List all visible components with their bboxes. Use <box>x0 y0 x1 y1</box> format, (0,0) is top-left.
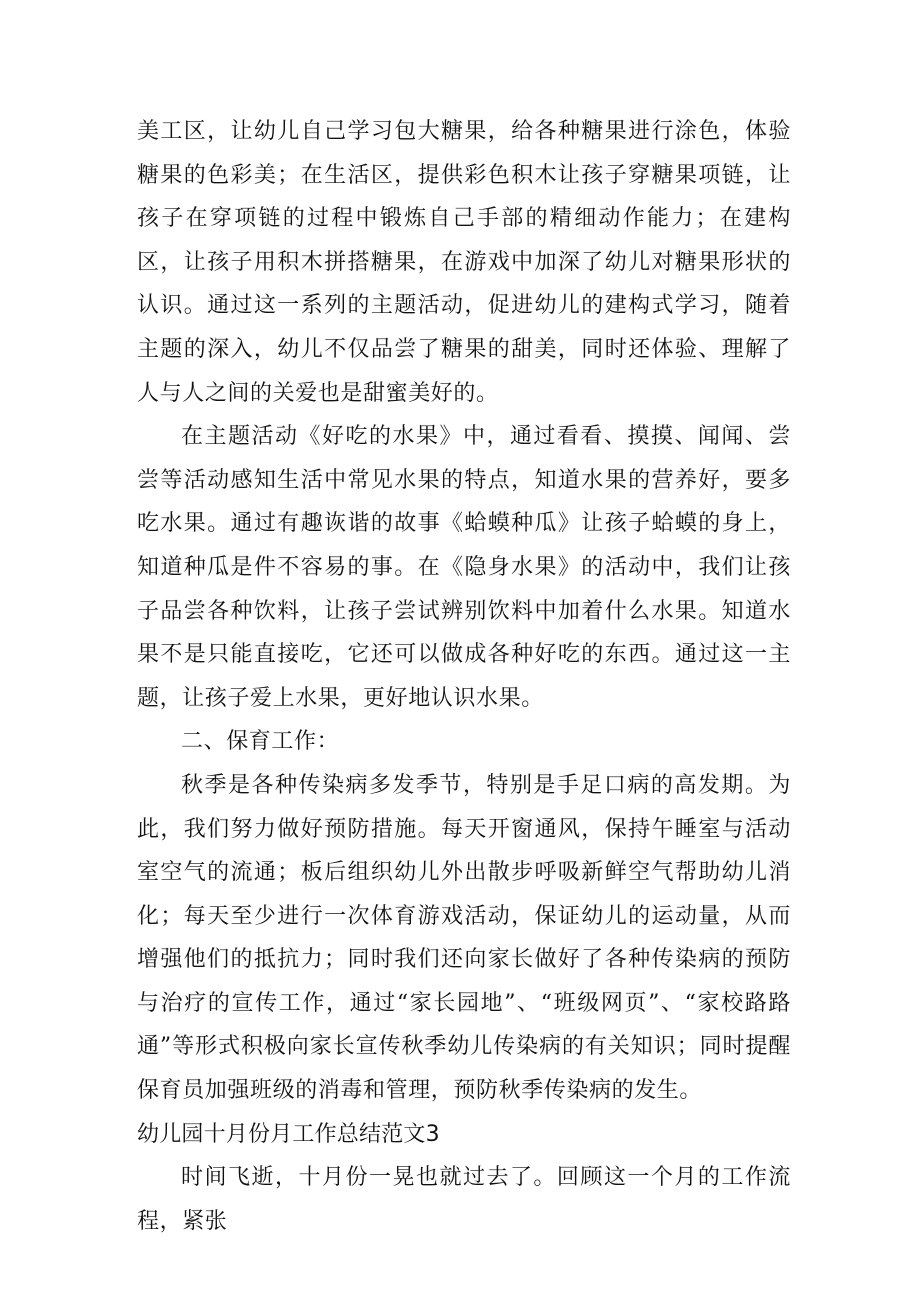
section-title: 幼儿园十月份月工作总结范文3 <box>137 1121 440 1147</box>
paragraph-fruit-theme: 在主题活动《好吃的水果》中，通过看看、摸摸、闻闻、尝尝等活动感知生活中常见水果的特点，知道水果的营养好，要多吃水果。通过有趣诙谐的故事《蛤蟆种瓜》让孩子蛤蟆的身上，知道种瓜是件不容易的事。在《隐身水果》的活动中，我们让孩子品尝各种饮料，让孩子尝试辨别饮料中加着什么水果。知道水果不是只能直接吃，它还可以做成各种好吃的东西。通过这一主题，让孩子爱上水果，更好地认识水果。 <box>137 424 791 711</box>
paragraph-autumn-health: 秋季是各种传染病多发季节，特别是手足口病的高发期。为此，我们努力做好预防措施。每天开窗通风，保持午睡室与活动室空气的流通；板后组织幼儿外出散步呼吸新鲜空气帮助幼儿消化；每天至少进行一次体育游戏活动，保证幼儿的运动量，从而增强他们的抵抗力；同时我们还向家长做好了各种传染病的预防与治疗的宣传工作，通过“家长园地”、“班级网页”、“家校路路通”等形式积极向家长宣传秋季幼儿传染病的有关知识；同时提醒保育员加强班级的消毒和管理，预防秋季传染病的发生。 <box>137 772 791 1104</box>
paragraph-time-flies: 时间飞逝，十月份一晃也就过去了。回顾这一个月的工作流程，紧张 <box>137 1165 791 1234</box>
paragraph-art-area: 美工区，让幼儿自己学习包大糖果，给各种糖果进行涂色，体验糖果的色彩美；在生活区，提供彩色积木让孩子穿糖果项链，让孩子在穿项链的过程中锻炼自己手部的精细动作能力；在建构区，让孩子用积木拼搭糖果，在游戏中加深了幼儿对糖果形状的认识。通过这一系列的主题活动，促进幼儿的建构式学习，随着主题的深入，幼儿不仅品尝了糖果的甜美，同时还体验、理解了人与人之间的关爱也是甜蜜美好的。 <box>137 119 791 406</box>
document-body <box>137 110 791 1243</box>
paragraph-care-work-heading: 二、保育工作： <box>181 729 340 755</box>
